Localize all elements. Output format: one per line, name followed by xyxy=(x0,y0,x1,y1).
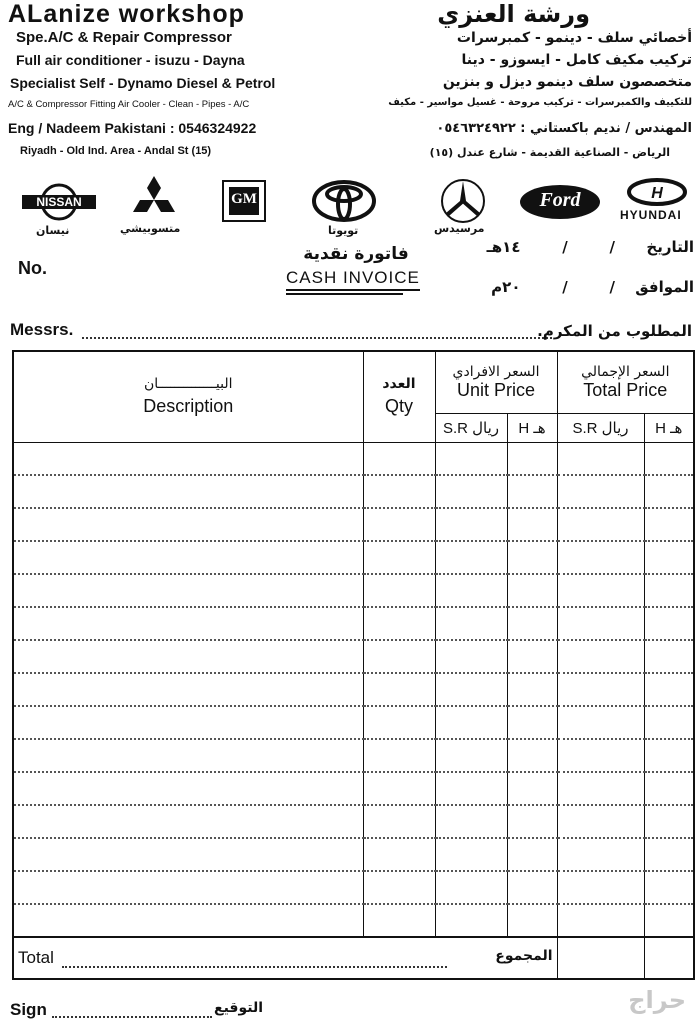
unit-riyal-cell[interactable] xyxy=(435,574,507,607)
qty-cell[interactable] xyxy=(363,442,435,475)
table-row[interactable] xyxy=(13,805,694,838)
qty-cell[interactable] xyxy=(363,574,435,607)
total-halala-cell[interactable] xyxy=(644,904,694,937)
unit-riyal-cell[interactable] xyxy=(435,508,507,541)
unit-halala-cell[interactable] xyxy=(507,475,557,508)
description-cell[interactable] xyxy=(13,904,363,937)
unit-price-header-ar: السعر الافرادي xyxy=(452,363,540,380)
unit-halala-subheader xyxy=(507,413,557,442)
total-h-label: H xyxy=(655,419,666,437)
gm-logo-text: GM xyxy=(229,187,259,215)
total-riyal-cell[interactable] xyxy=(557,904,644,937)
total-halala-cell[interactable] xyxy=(644,673,694,706)
unit-riyal-cell[interactable] xyxy=(435,442,507,475)
description-cell[interactable] xyxy=(13,739,363,772)
unit-price-header-en: Unit Price xyxy=(456,379,536,400)
invoice-title-ar: فاتورة نقدية xyxy=(303,244,409,264)
description-header-en: Description xyxy=(143,396,234,417)
total-halala-cell[interactable] xyxy=(644,937,694,979)
qty-cell[interactable] xyxy=(363,706,435,739)
unit-price-header xyxy=(435,351,557,413)
total-riyal-cell[interactable] xyxy=(557,871,644,904)
qty-cell[interactable] xyxy=(363,541,435,574)
watermark: حراج xyxy=(628,986,686,1014)
unit-riyal-subheader xyxy=(435,413,507,442)
unit-halala-cell[interactable] xyxy=(507,541,557,574)
unit-halala-cell[interactable] xyxy=(507,673,557,706)
total-label-cell xyxy=(13,937,557,979)
qty-cell[interactable] xyxy=(363,475,435,508)
invoice-title-en: CASH INVOICE xyxy=(286,268,420,291)
hyundai-logo xyxy=(626,178,688,211)
description-cell[interactable] xyxy=(13,772,363,805)
total-row xyxy=(13,937,694,979)
total-riyal-cell[interactable] xyxy=(557,541,644,574)
unit-riyal-cell[interactable] xyxy=(435,871,507,904)
total-label-en: Total xyxy=(18,947,54,967)
total-halala-cell[interactable] xyxy=(644,805,694,838)
qty-cell[interactable] xyxy=(363,607,435,640)
service-line-4-ar: للتكييف والكمبرسرات - تركيب مروحة - غسيل مواسير - مكيف xyxy=(388,97,692,108)
description-cell[interactable] xyxy=(13,838,363,871)
unit-halala-cell[interactable] xyxy=(507,442,557,475)
date-hijri-field[interactable]: / / ١٤هـ xyxy=(486,238,615,256)
total-riyal-cell[interactable] xyxy=(557,574,644,607)
total-riyal-cell[interactable] xyxy=(557,805,644,838)
total-halala-cell[interactable] xyxy=(644,706,694,739)
qty-cell[interactable] xyxy=(363,871,435,904)
table-row[interactable] xyxy=(13,640,694,673)
total-riyal-cell[interactable] xyxy=(557,508,644,541)
table-row[interactable] xyxy=(13,508,694,541)
unit-riyal-label: ريال xyxy=(472,419,500,437)
nissan-caption: نيسان xyxy=(36,224,70,237)
qty-cell[interactable] xyxy=(363,640,435,673)
engineer-contact-en: Eng / Nadeem Pakistani : 0546324922 xyxy=(8,120,257,136)
unit-sr-label: S.R xyxy=(442,419,468,437)
total-price-header-en: Total Price xyxy=(583,379,668,400)
nissan-logo xyxy=(22,183,96,221)
description-cell[interactable] xyxy=(13,442,363,475)
description-cell[interactable] xyxy=(13,574,363,607)
gm-logo xyxy=(222,180,266,222)
qty-cell[interactable] xyxy=(363,805,435,838)
total-halala-cell[interactable] xyxy=(644,508,694,541)
service-line-2-en: Full air conditioner - isuzu - Dayna xyxy=(16,52,245,68)
svg-text:H: H xyxy=(651,185,663,202)
unit-halala-cell[interactable] xyxy=(507,640,557,673)
ford-logo-text: Ford xyxy=(539,189,581,211)
unit-h-label: H xyxy=(518,419,530,437)
description-header xyxy=(13,351,363,442)
service-line-2-ar: تركيب مكيف كامل - ايسوزو - دينا xyxy=(461,52,692,68)
qty-cell[interactable] xyxy=(363,838,435,871)
table-row[interactable] xyxy=(13,871,694,904)
unit-riyal-cell[interactable] xyxy=(435,706,507,739)
mercedes-caption: مرسيدس xyxy=(434,222,485,235)
messrs-label-en: Messrs. xyxy=(10,320,74,339)
engineer-contact-ar: المهندس / نديم باكستاني : ٠٥٤٦٣٢٤٩٢٢ xyxy=(436,121,692,136)
unit-halala-cell[interactable] xyxy=(507,706,557,739)
total-halala-cell[interactable] xyxy=(644,475,694,508)
unit-halala-cell[interactable] xyxy=(507,772,557,805)
sign-label-ar: التوقيع xyxy=(214,1000,263,1016)
unit-halala-cell[interactable] xyxy=(507,574,557,607)
qty-cell[interactable] xyxy=(363,904,435,937)
qty-cell[interactable] xyxy=(363,772,435,805)
date-hijri-label: التاريخ xyxy=(646,238,694,256)
address-en: Riyadh - Old Ind. Area - Andal St (15) xyxy=(20,145,212,157)
total-halala-cell[interactable] xyxy=(644,772,694,805)
unit-riyal-cell[interactable] xyxy=(435,475,507,508)
total-halala-cell[interactable] xyxy=(644,871,694,904)
description-cell[interactable] xyxy=(13,706,363,739)
unit-halala-cell[interactable] xyxy=(507,607,557,640)
unit-riyal-cell[interactable] xyxy=(435,607,507,640)
unit-halala-label: هـ xyxy=(533,419,546,437)
sign-label-en: Sign xyxy=(10,1000,47,1019)
workshop-title-ar: ورشة العنزي xyxy=(437,0,590,28)
table-row[interactable] xyxy=(13,607,694,640)
total-halala-cell[interactable] xyxy=(644,739,694,772)
invoice-number-label: No. xyxy=(18,258,47,278)
total-label-ar: المجموع xyxy=(495,947,553,964)
description-header-ar: البيــــــــــــــان xyxy=(143,376,233,393)
unit-halala-cell[interactable] xyxy=(507,904,557,937)
service-line-3-en: Specialist Self - Dynamo Diesel & Petrol xyxy=(10,75,276,91)
qty-header-ar: العدد xyxy=(382,376,416,393)
total-halala-cell[interactable] xyxy=(644,838,694,871)
total-riyal-label: ريال xyxy=(601,419,629,437)
date-greg-label: الموافق xyxy=(635,278,694,296)
description-cell[interactable] xyxy=(13,508,363,541)
total-riyal-cell[interactable] xyxy=(557,673,644,706)
total-riyal-cell[interactable] xyxy=(557,739,644,772)
unit-halala-cell[interactable] xyxy=(507,871,557,904)
total-halala-label: هـ xyxy=(670,419,683,437)
description-cell[interactable] xyxy=(13,607,363,640)
table-row[interactable] xyxy=(13,904,694,937)
table-row[interactable] xyxy=(13,574,694,607)
messrs-label-ar: المطلوب من المكرم. xyxy=(537,322,692,340)
unit-riyal-cell[interactable] xyxy=(435,739,507,772)
table-row[interactable] xyxy=(13,475,694,508)
unit-riyal-cell[interactable] xyxy=(435,673,507,706)
unit-riyal-cell[interactable] xyxy=(435,640,507,673)
ford-logo xyxy=(520,185,600,219)
total-price-header-ar: السعر الإجمالي xyxy=(581,363,670,380)
total-sr-label: S.R xyxy=(572,419,598,437)
service-line-4-en: A/C & Compressor Fitting Air Cooler - Clean - Pipes - A/C xyxy=(8,99,250,110)
table-row[interactable] xyxy=(13,706,694,739)
total-riyal-cell[interactable] xyxy=(557,475,644,508)
table-row[interactable] xyxy=(13,673,694,706)
toyota-logo xyxy=(312,180,376,227)
unit-riyal-cell[interactable] xyxy=(435,805,507,838)
table-row[interactable] xyxy=(13,541,694,574)
mitsubishi-caption: متسوبيشي xyxy=(120,222,181,235)
mitsubishi-logo xyxy=(128,176,180,227)
unit-riyal-cell[interactable] xyxy=(435,904,507,937)
table-row[interactable] xyxy=(13,838,694,871)
table-row[interactable] xyxy=(13,442,694,475)
total-dotted-leader xyxy=(62,966,447,968)
service-line-3-ar: متخصصون سلف دينمو ديزل و بنزين xyxy=(442,74,692,90)
total-riyal-cell[interactable] xyxy=(557,640,644,673)
unit-halala-cell[interactable] xyxy=(507,508,557,541)
title-underline xyxy=(286,293,403,295)
qty-cell[interactable] xyxy=(363,739,435,772)
messrs-field[interactable] xyxy=(82,337,552,339)
unit-halala-cell[interactable] xyxy=(507,838,557,871)
total-halala-cell[interactable] xyxy=(644,640,694,673)
sign-field[interactable] xyxy=(52,1016,212,1018)
total-halala-cell[interactable] xyxy=(644,607,694,640)
hyundai-caption: HYUNDAI xyxy=(620,208,682,222)
qty-header xyxy=(363,351,435,442)
description-cell[interactable] xyxy=(13,541,363,574)
table-row[interactable] xyxy=(13,772,694,805)
qty-cell[interactable] xyxy=(363,673,435,706)
description-cell[interactable] xyxy=(13,871,363,904)
service-line-1-en: Spe.A/C & Repair Compressor xyxy=(16,29,232,46)
qty-header-en: Qty xyxy=(384,396,413,417)
table-row[interactable] xyxy=(13,739,694,772)
total-riyal-subheader xyxy=(557,413,644,442)
unit-halala-cell[interactable] xyxy=(507,739,557,772)
total-riyal-cell[interactable] xyxy=(557,838,644,871)
service-line-1-ar: أخصائي سلف - دينمو - كمبرسرات xyxy=(456,30,692,46)
unit-riyal-cell[interactable] xyxy=(435,772,507,805)
description-cell[interactable] xyxy=(13,673,363,706)
total-riyal-cell[interactable] xyxy=(557,706,644,739)
toyota-caption: تويوتا xyxy=(328,224,359,237)
unit-riyal-cell[interactable] xyxy=(435,838,507,871)
nissan-logo-text: NISSAN xyxy=(36,195,82,209)
total-riyal-cell[interactable] xyxy=(557,772,644,805)
invoice-rows xyxy=(13,442,694,937)
invoice-table xyxy=(12,350,695,980)
total-halala-cell[interactable] xyxy=(644,442,694,475)
total-halala-cell[interactable] xyxy=(644,541,694,574)
workshop-title-en: ALanize workshop xyxy=(8,0,245,28)
description-cell[interactable] xyxy=(13,475,363,508)
total-riyal-cell[interactable] xyxy=(557,937,644,979)
address-ar: الرياض - الصناعية القديمة - شارع عندل (١٥) xyxy=(429,146,670,159)
total-halala-subheader xyxy=(644,413,694,442)
total-riyal-cell[interactable] xyxy=(557,607,644,640)
description-cell[interactable] xyxy=(13,805,363,838)
date-greg-field[interactable]: / / ٢٠م xyxy=(491,278,615,296)
description-cell[interactable] xyxy=(13,640,363,673)
qty-cell[interactable] xyxy=(363,508,435,541)
unit-halala-cell[interactable] xyxy=(507,805,557,838)
unit-riyal-cell[interactable] xyxy=(435,541,507,574)
total-riyal-cell[interactable] xyxy=(557,442,644,475)
total-price-header xyxy=(557,351,694,413)
total-halala-cell[interactable] xyxy=(644,574,694,607)
